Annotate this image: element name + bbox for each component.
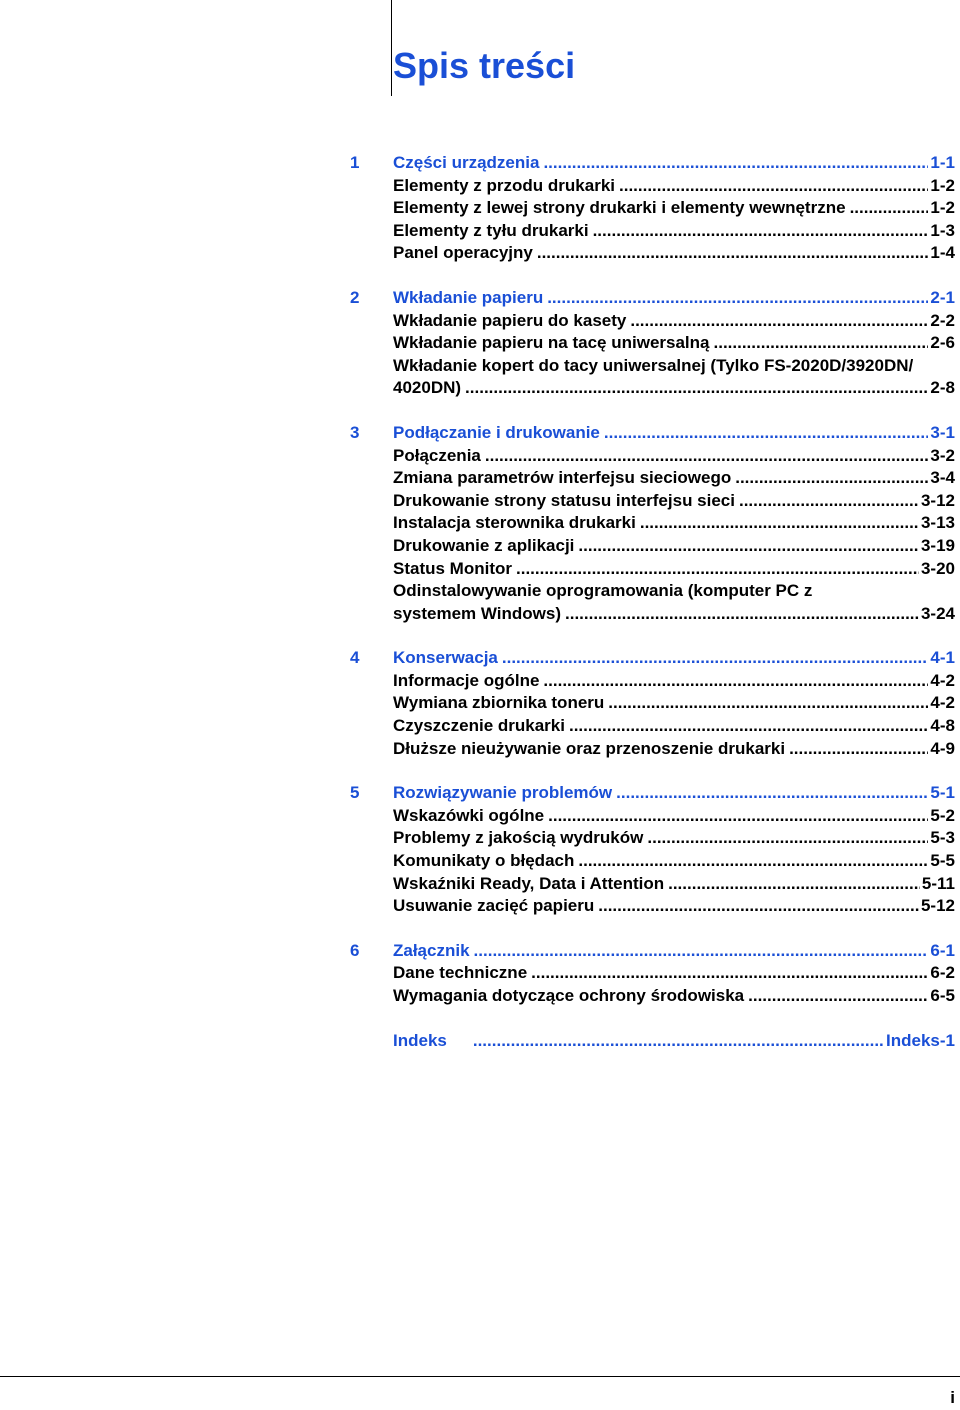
dot-leader — [608, 692, 928, 715]
page-ref: 2-8 — [930, 378, 955, 398]
entry-label: Wymagania dotyczące ochrony środowiska — [393, 986, 745, 1005]
toc-entry[interactable] — [0, 512, 960, 535]
dot-leader — [714, 332, 929, 355]
entry-label: 4020DN) — [393, 378, 462, 398]
chapter-2 — [0, 287, 960, 400]
entry-label-line1: Odinstalowywanie oprogramowania (komputer PC z — [393, 581, 813, 601]
dot-leader — [604, 422, 929, 445]
page-title: Spis treści — [393, 45, 576, 86]
entry-label: Wymiana zbiornika toneru — [393, 693, 605, 713]
dot-leader — [465, 377, 928, 400]
chapter-number: 4 — [350, 648, 360, 668]
chapter-heading[interactable] — [0, 782, 960, 805]
page-ref: 1-1 — [930, 153, 955, 172]
page-ref: 3-24 — [920, 603, 955, 623]
dot-leader — [850, 197, 929, 220]
dot-leader — [485, 445, 929, 468]
toc-entry[interactable] — [0, 445, 960, 468]
page-ref: 4-9 — [930, 738, 955, 758]
toc-entry[interactable] — [0, 738, 960, 761]
toc-entry[interactable] — [0, 827, 960, 850]
chapter-title: Części urządzenia — [393, 153, 540, 172]
page-ref: 3-1 — [930, 422, 955, 442]
entry-label: Drukowanie strony statusu interfejsu sieci — [393, 490, 735, 510]
index-label: Indeks — [393, 1030, 447, 1050]
dot-leader — [543, 670, 928, 693]
dot-leader — [569, 715, 928, 738]
chapter-5 — [0, 782, 960, 918]
chapter-1 — [0, 152, 960, 265]
dot-leader — [502, 647, 929, 670]
chapter-heading[interactable] — [0, 152, 960, 175]
chapter-number: 1 — [350, 153, 360, 172]
page-ref: 1-3 — [930, 220, 955, 240]
chapter-number: 5 — [350, 783, 360, 803]
toc-entry[interactable] — [0, 197, 960, 220]
page-ref: 4-2 — [930, 670, 955, 690]
page-ref: 5-1 — [930, 783, 955, 803]
chapter-6 — [0, 940, 960, 1008]
chapter-title: Konserwacja — [393, 648, 498, 668]
page-ref: 4-8 — [930, 716, 955, 736]
chapter-title: Wkładanie papieru — [393, 287, 544, 307]
dot-leader — [735, 467, 928, 490]
page-ref: 3-13 — [920, 513, 955, 533]
page-ref: 2-6 — [930, 333, 955, 353]
dot-leader — [668, 873, 920, 896]
chapter-title: Rozwiązywanie problemów — [393, 783, 613, 803]
dot-leader — [473, 1030, 884, 1053]
chapter-heading[interactable] — [0, 422, 960, 445]
title-rule — [391, 0, 392, 96]
toc-entry[interactable] — [0, 895, 960, 918]
toc-entry[interactable] — [0, 670, 960, 693]
table-of-contents — [0, 152, 960, 1074]
toc-entry[interactable] — [0, 310, 960, 333]
dot-leader — [547, 287, 928, 310]
dot-leader — [748, 985, 928, 1008]
dot-leader — [516, 558, 919, 581]
page-ref: 3-2 — [930, 445, 955, 465]
dot-leader — [640, 512, 919, 535]
entry-label: Elementy z tyłu drukarki — [393, 220, 589, 240]
entry-label: Połączenia — [393, 445, 481, 465]
toc-entry[interactable] — [0, 580, 960, 625]
entry-label-line1: Wkładanie kopert do tacy uniwersalnej (Tylko FS-2020D/3920DN/ — [393, 355, 914, 375]
dot-leader — [630, 310, 928, 333]
dot-leader — [616, 782, 928, 805]
entry-label: Wkładanie papieru do kasety — [393, 310, 627, 330]
entry-label: Dane techniczne — [393, 963, 528, 983]
chapter-heading[interactable] — [0, 647, 960, 670]
page-ref: Indeks-1 — [886, 1030, 955, 1050]
toc-entry[interactable] — [0, 535, 960, 558]
page-ref: 6-5 — [930, 986, 955, 1005]
toc-entry[interactable] — [0, 805, 960, 828]
chapter-number: 6 — [350, 940, 360, 960]
entry-label: Drukowanie z aplikacji — [393, 535, 575, 555]
dot-leader — [531, 962, 928, 985]
entry-label: Zmiana parametrów interfejsu sieciowego — [393, 468, 732, 488]
chapter-heading[interactable] — [0, 287, 960, 310]
toc-entry[interactable] — [0, 985, 960, 1008]
toc-entry[interactable] — [0, 175, 960, 198]
toc-entry[interactable] — [0, 715, 960, 738]
entry-label: Instalacja sterownika drukarki — [393, 513, 636, 533]
toc-entry[interactable] — [0, 962, 960, 985]
index-heading[interactable] — [0, 1030, 960, 1053]
chapter-number: 2 — [350, 287, 360, 307]
entry-label: Usuwanie zacięć papieru — [393, 896, 595, 916]
chapter-title: Podłączanie i drukowanie — [393, 422, 600, 442]
entry-label: Dłuższe nieużywanie oraz przenoszenie drukarki — [393, 738, 786, 758]
page-number: i — [950, 1388, 955, 1407]
dot-leader — [739, 490, 919, 513]
entry-label: Wskazówki ogólne — [393, 805, 545, 825]
dot-leader — [474, 940, 929, 963]
page-ref: 5-3 — [930, 828, 955, 848]
chapter-3 — [0, 422, 960, 625]
page-ref: 3-19 — [920, 535, 955, 555]
dot-leader — [548, 805, 928, 828]
toc-entry[interactable] — [0, 692, 960, 715]
page-ref: 4-2 — [930, 693, 955, 713]
page-ref: 5-5 — [930, 851, 955, 871]
entry-label: Panel operacyjny — [393, 243, 533, 263]
page-ref: 3-20 — [920, 558, 955, 578]
page-ref: 3-12 — [920, 490, 955, 510]
page-ref: 2-2 — [930, 310, 955, 330]
entry-label: Elementy z lewej strony drukarki i elementy wewnętrzne — [393, 198, 846, 218]
page-ref: 1-4 — [930, 243, 955, 263]
chapter-heading[interactable] — [0, 940, 960, 963]
dot-leader — [789, 738, 928, 761]
page-ref: 1-2 — [930, 175, 955, 195]
page-ref: 2-1 — [930, 287, 955, 307]
toc-entry[interactable] — [0, 220, 960, 243]
dot-leader — [578, 535, 919, 558]
page-ref: 4-1 — [930, 648, 955, 668]
chapter-title: Załącznik — [393, 940, 470, 960]
dot-leader — [537, 242, 929, 265]
page-ref: 6-2 — [930, 963, 955, 983]
toc-entry[interactable] — [0, 467, 960, 490]
entry-label: Czyszczenie drukarki — [393, 716, 565, 736]
entry-label: Elementy z przodu drukarki — [393, 175, 615, 195]
toc-entry[interactable] — [0, 332, 960, 355]
toc-entry[interactable] — [0, 558, 960, 581]
toc-entry[interactable] — [0, 873, 960, 896]
toc-entry[interactable] — [0, 355, 960, 400]
index-section — [0, 1030, 960, 1053]
chapter-4 — [0, 647, 960, 760]
page-ref: 5-11 — [921, 873, 955, 893]
entry-label: Problemy z jakością wydruków — [393, 828, 644, 848]
dot-leader — [619, 175, 928, 198]
chapter-number: 3 — [350, 422, 360, 442]
page-ref: 3-4 — [930, 468, 955, 488]
dot-leader — [565, 603, 919, 626]
page-ref: 5-2 — [930, 805, 955, 825]
page-ref: 1-2 — [930, 198, 955, 218]
entry-label: Komunikaty o błędach — [393, 851, 575, 871]
page-ref: 5-12 — [920, 896, 955, 916]
page-ref: 6-1 — [930, 940, 955, 960]
toc-entry[interactable] — [0, 490, 960, 513]
entry-label: Wkładanie papieru na tacę uniwersalną — [393, 333, 710, 353]
entry-label: Wskaźniki Ready, Data i Attention — [393, 873, 665, 893]
dot-leader — [593, 220, 929, 243]
toc-entry[interactable] — [0, 850, 960, 873]
dot-leader — [578, 850, 928, 873]
dot-leader — [543, 152, 928, 175]
dot-leader — [647, 827, 928, 850]
footer-rule — [0, 1376, 960, 1377]
dot-leader — [598, 895, 919, 918]
toc-entry[interactable] — [0, 242, 960, 265]
entry-label: Status Monitor — [393, 558, 512, 578]
entry-label: systemem Windows) — [393, 603, 561, 623]
entry-label: Informacje ogólne — [393, 670, 540, 690]
